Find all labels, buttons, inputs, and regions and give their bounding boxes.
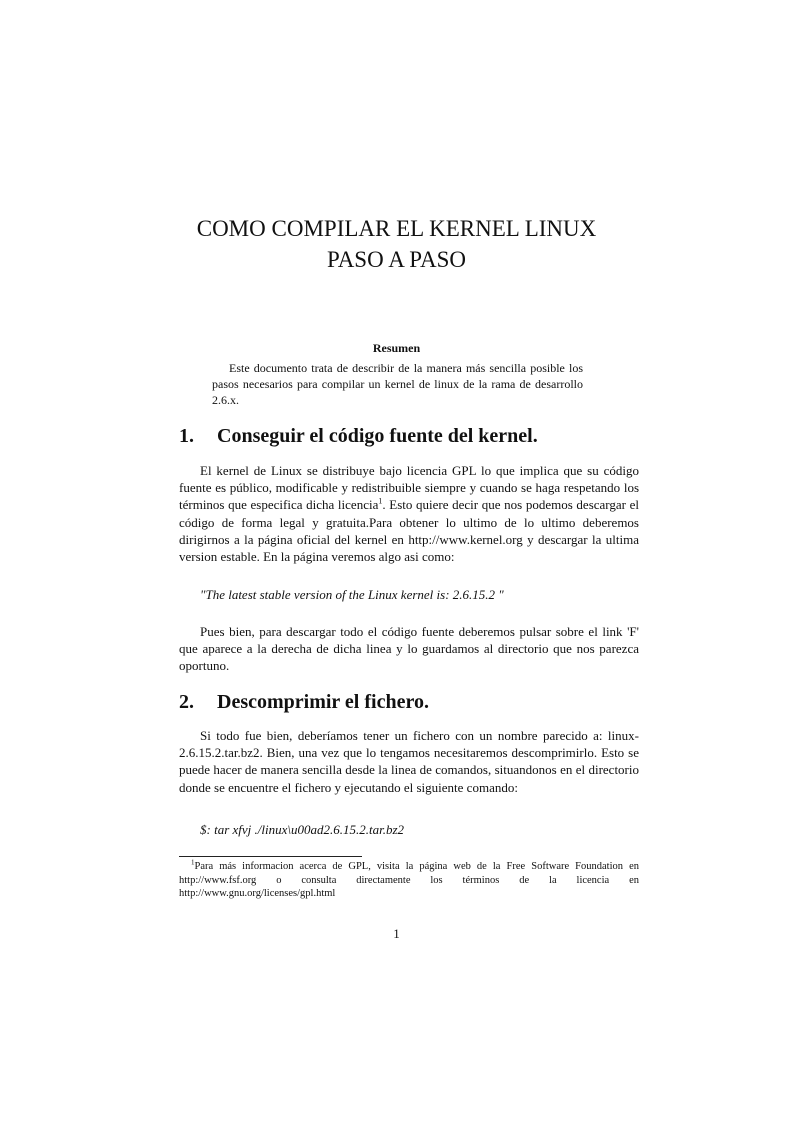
section-2-heading	[179, 691, 639, 714]
document-title	[0, 213, 793, 275]
footnote-text: Para más informacion acerca de GPL, visita la página web de la Free Software Foundation en http://www.fsf.org o consulta directamente los términos de la licencia en http://www.gnu.org/licenses/gpl.html	[179, 861, 639, 899]
section-1-paragraph-2: Pues bien, para descargar todo el código fuente deberemos pulsar sobre el link 'F' que aparece a la derecha de dicha linea y lo guardamos al directorio que nos parezca oportuno.	[179, 624, 639, 674]
abstract-text: Este documento trata de describir de la manera más sencilla posible los pasos necesarios para compilar un kernel de linux de la rama de desarrollo 2.6.x.	[212, 361, 583, 407]
footnote-reference[interactable]: 1	[378, 497, 383, 507]
section-1-paragraph-1-part-a: El kernel de Linux se distribuye bajo licencia GPL lo que implica que su código fuente es público, modificable y redistribuible siempre y cuando se haga respetando los términos que especifica dicha licencia	[179, 463, 639, 513]
footnote-mark: 1	[191, 858, 195, 867]
section-2-command: $: tar xfvj ./linux\u00ad2.6.15.2.tar.bz2	[200, 822, 405, 837]
section-1-title: Conseguir el código fuente del kernel.	[217, 425, 538, 447]
section-2-title: Descomprimir el fichero.	[217, 691, 429, 713]
section-1-number: 1.	[179, 425, 194, 447]
section-1-paragraph-1	[179, 462, 639, 565]
title-line-1: COMO COMPILAR EL KERNEL LINUX	[196, 216, 597, 241]
page-number: 1	[393, 926, 400, 941]
section-1-quote: "The latest stable version of the Linux kernel is: 2.6.15.2 "	[200, 587, 504, 602]
footnote	[179, 860, 639, 901]
section-2-number: 2.	[179, 691, 194, 713]
abstract-heading: Resumen	[372, 341, 421, 355]
title-line-2: PASO A PASO	[327, 247, 466, 272]
section-1-paragraph-1-part-b: . Esto quiere decir que nos podemos descargar el código de forma legal y gratuita.Para obtener lo ultimo de lo ultimo deberemos dirigirnos a la página oficial del kernel en http://www.kernel.org y descargar la ultima version estable. En la página veremos algo asi como:	[179, 497, 640, 565]
section-1-heading	[179, 425, 639, 448]
section-2-paragraph-1: Si todo fue bien, deberíamos tener un fichero con un nombre parecido a: linux-2.6.15.2.tar.bz2. Bien, una vez que lo tengamos necesitaremos descomprimirlo. Esto se puede hacer de manera sencilla desde la linea de comandos, situandonos en el directorio donde se encuentre el fichero y ejecutando el siguiente comando:	[179, 728, 639, 795]
footnote-rule	[179, 856, 362, 857]
